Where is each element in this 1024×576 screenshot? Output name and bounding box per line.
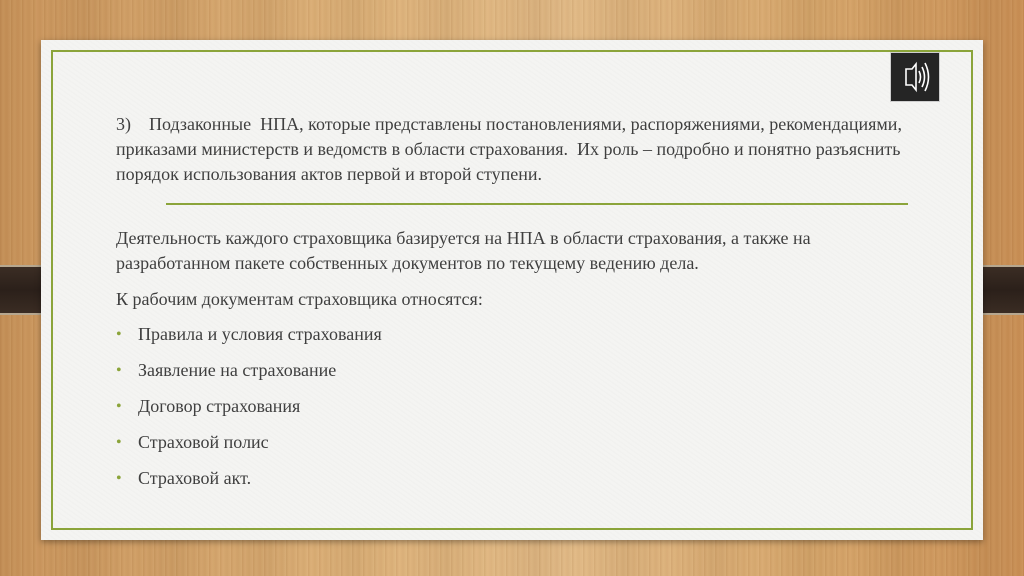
speaker-glyph [891, 53, 939, 101]
list-item-label: Страховой акт. [138, 468, 252, 488]
documents-list [116, 322, 382, 502]
bullet-icon: • [116, 434, 122, 451]
paragraph-text: Подзаконные НПА, которые представлены постановлениями, распоряжениями, рекомендациями, приказами министерств и ведомств в области страхования. Их роль – подробно и понятно разъяснить порядок использования актов первой и второй ступени. [116, 114, 907, 184]
list-item [116, 394, 382, 430]
paragraph-documents-intro: К рабочим документам страховщика относятся: [116, 289, 483, 309]
paragraph-insurer-activity: Деятельность каждого страховщика базируется на НПА в области страхования, а также на разработанном пакете собственных документов по текущему ведению дела. [116, 228, 811, 273]
list-item [116, 466, 382, 502]
list-item [116, 322, 382, 358]
speaker-sound-icon[interactable] [890, 52, 940, 102]
list-item [116, 358, 382, 394]
paragraph-number: 3) [116, 114, 131, 134]
list-item-label: Правила и условия страхования [138, 324, 382, 344]
list-item-label: Страховой полис [138, 432, 269, 452]
divider-line [166, 203, 908, 205]
list-item [116, 430, 382, 466]
list-item-label: Заявление на страхование [138, 360, 337, 380]
bullet-icon: • [116, 326, 122, 343]
bullet-icon: • [116, 398, 122, 415]
bullet-icon: • [116, 362, 122, 379]
paragraph-npa-subordinate [116, 112, 906, 187]
bullet-icon: • [116, 470, 122, 487]
list-item-label: Договор страхования [138, 396, 301, 416]
